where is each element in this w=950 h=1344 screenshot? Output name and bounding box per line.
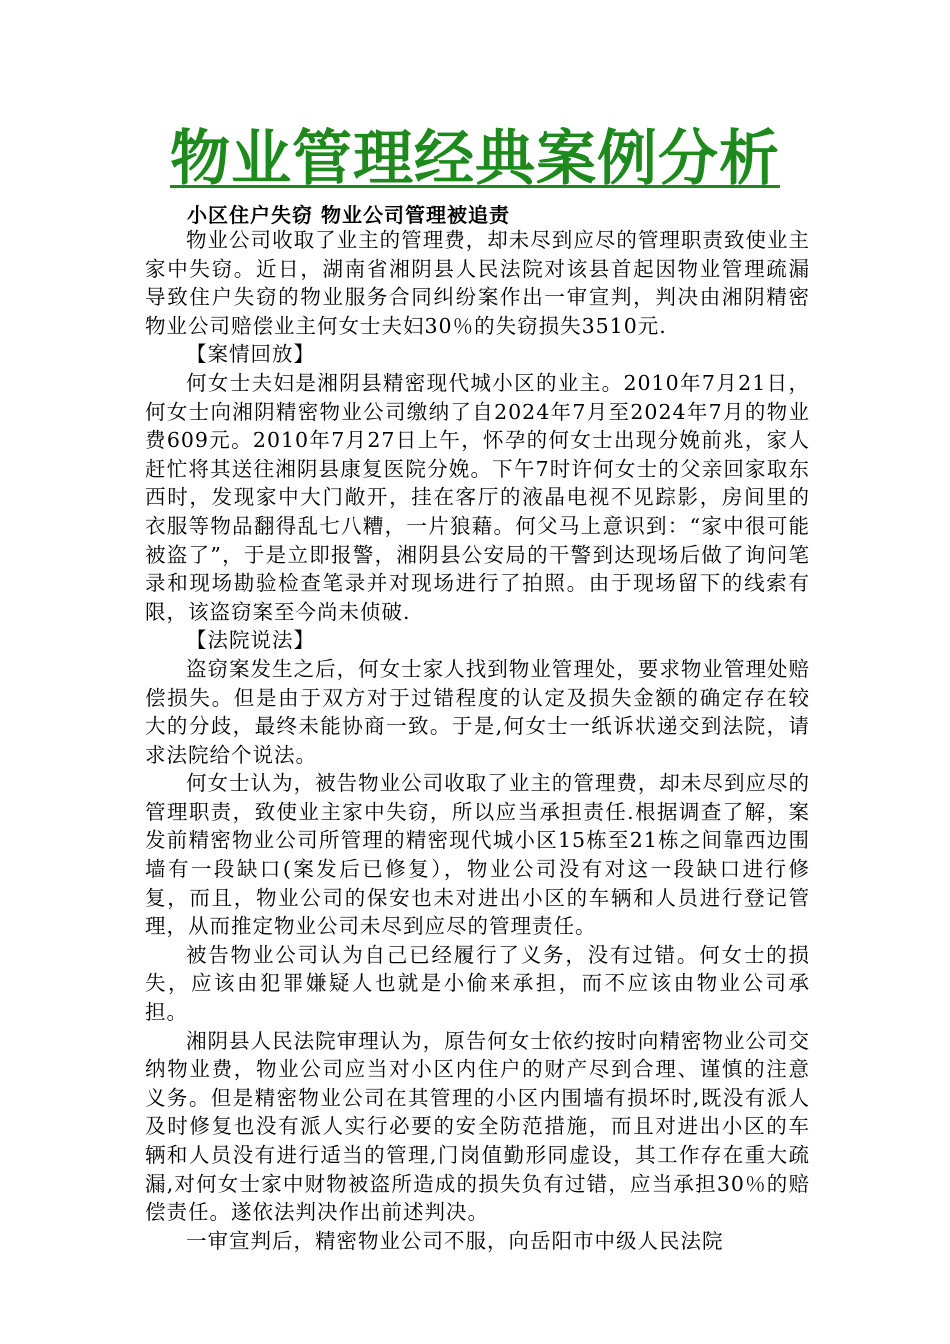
document-subtitle: 小区住户失窃 物业公司管理被追责 <box>187 203 510 227</box>
document-title: 物业管理经典案例分析 <box>170 124 780 194</box>
document-body <box>145 226 810 1255</box>
paragraph-intro: 物业公司收取了业主的管理费，却未尽到应尽的管理职责致使业主家中失窃。近日，湖南省湘阴县人民法院对该县首起因物业管理疏漏导致住户失窃的物业服务合同纠纷案作出一审宣判，判决由湘阴精密物业公司赔偿业主何女士夫妇30％的失窃损失3510元. <box>145 228 810 338</box>
paragraph-plaintiff-claim: 何女士认为，被告物业公司收取了业主的管理费，却未尽到应尽的管理职责，致使业主家中失窃，所以应当承担责任.根据调查了解，案发前精密物业公司所管理的精密现代城小区15栋至21栋之间靠西边围墙有一段缺口(案发后已修复），物业公司没有对这一段缺口进行修复，而且，物业公司的保安也未对进出小区的车辆和人员进行登记管理，从而推定物业公司未尽到应尽的管理责任。 <box>145 771 810 939</box>
paragraph-appeal: 一审宣判后，精密物业公司不服，向岳阳市中级人民法院 <box>186 1228 724 1253</box>
paragraph-dispute: 盗窃案发生之后，何女士家人找到物业管理处，要求物业管理处赔偿损失。但是由于双方对于过错程度的认定及损失金额的确定存在较大的分歧，最终未能协商一致。于是,何女士一纸诉状递交到法院，请求法院给个说法。 <box>145 656 810 767</box>
paragraph-court-ruling: 湘阴县人民法院审理认为，原告何女士依约按时向精密物业公司交纳物业费，物业公司应当对小区内住户的财产尽到合理、谨慎的注意义务。但是精密物业公司在其管理的小区内围墙有损坏时,既没有派人及时修复也没有派人实行必要的安全防范措施，而且对进出小区的车辆和人员没有进行适当的管理,门岗值勤形同虚设，其工作存在重大疏漏,对何女士家中财物被盗所造成的损失负有过错，应当承担30％的赔偿责任。遂依法判决作出前述判决。 <box>145 1028 810 1225</box>
paragraph-case-facts: 何女士夫妇是湘阴县精密现代城小区的业主。2010年7月21日，何女士向湘阴精密物业公司缴纳了自2024年7月至2024年7月的物业费609元。2010年7月27日上午，怀孕的何女士出现分娩前兆，家人赶忙将其送往湘阴县康复医院分娩。下午7时许何女士的父亲回家取东西时，发现家中大门敞开，挂在客厅的液晶电视不见踪影，房间里的衣服等物品翻得乱七八糟，一片狼藉。何父马上意识到：“家中很可能被盗了”，于是立即报警，湘阴县公安局的干警到达现场后做了询问笔录和现场勘验检查笔录并对现场进行了拍照。由于现场留下的线索有限，该盗窃案至今尚未侦破. <box>145 370 810 624</box>
section-heading-case-review: 【案情回放】 <box>186 342 315 367</box>
section-heading-court-view: 【法院说法】 <box>186 628 315 653</box>
paragraph-defendant-claim: 被告物业公司认为自己已经履行了义务，没有过错。何女士的损失，应该由犯罪嫌疑人也就是小偷来承担，而不应该由物业公司承担。 <box>145 942 810 1025</box>
